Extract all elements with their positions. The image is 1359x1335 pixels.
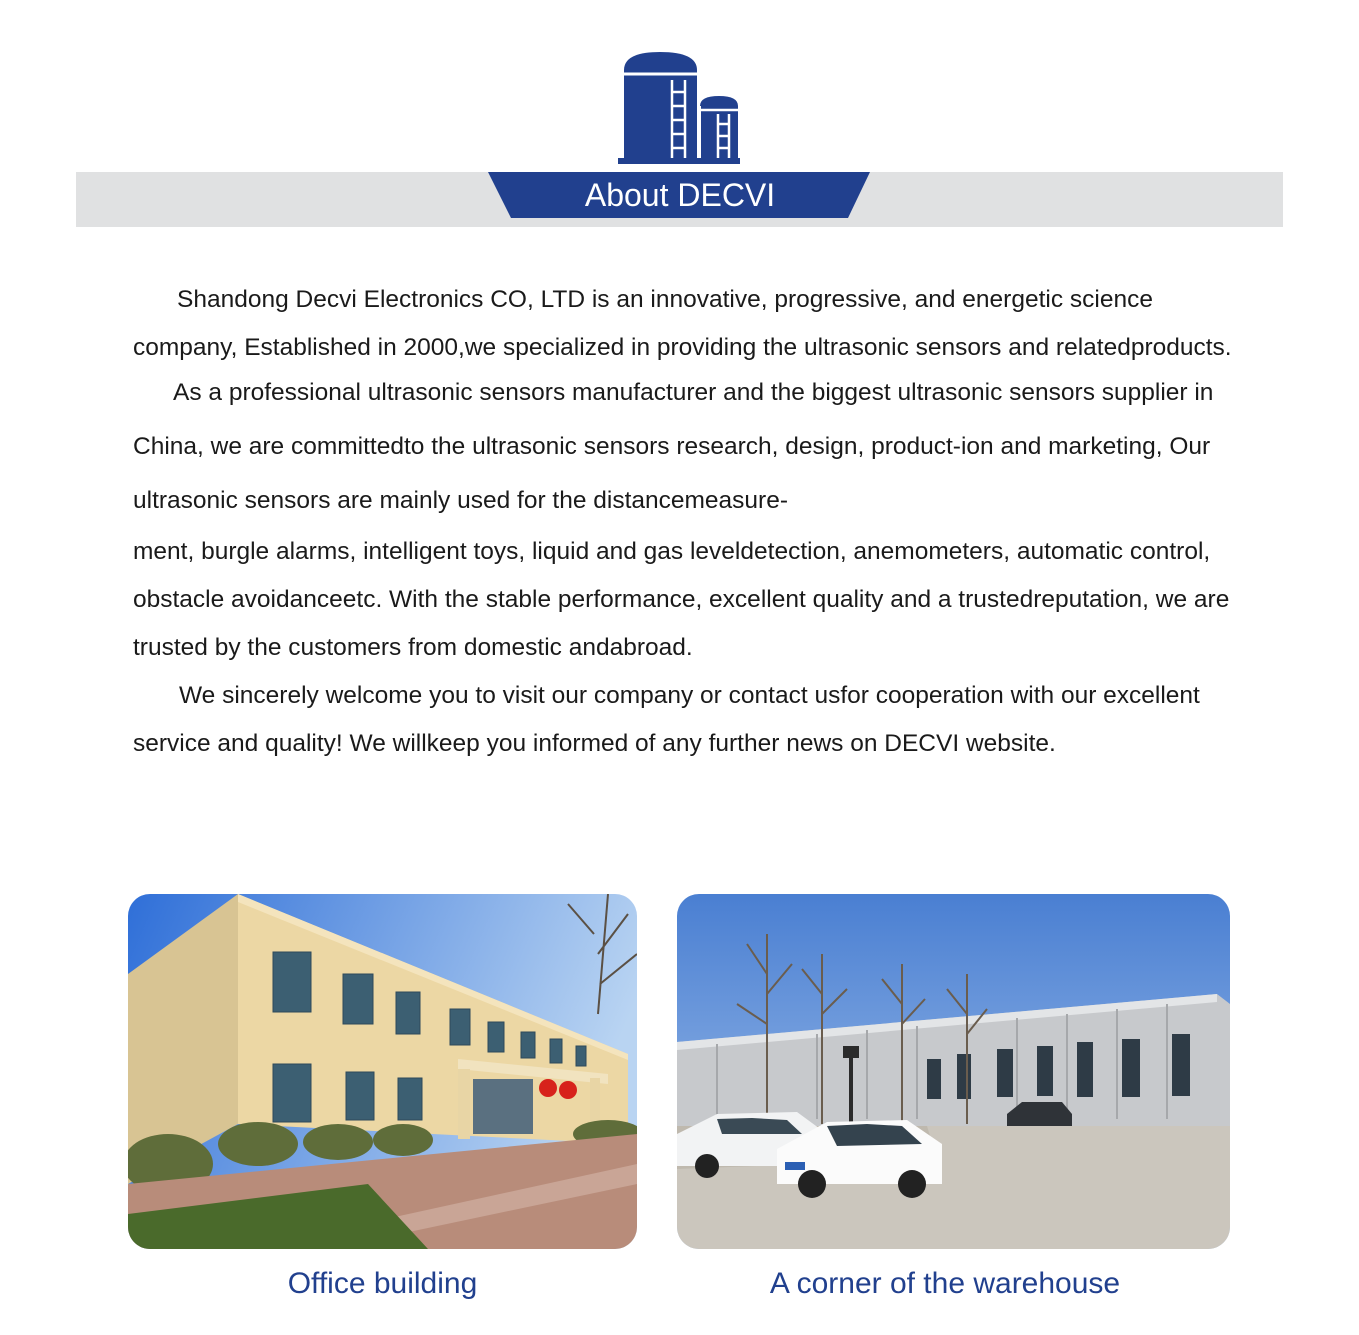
page-title: About DECVI [584,177,776,213]
photo-caption-warehouse: A corner of the warehouse [769,1267,1121,1300]
intro-paragraph-1: Shandong Decvi Electronics CO, LTD is an innovative, progressive, and energetic science company, Established in 2000,we specialized in providing the ultrasonic sensors and relatedproducts. [133,286,1232,361]
office-building-photo [128,894,637,1249]
intro-paragraph-3: We sincerely welcome you to visit our company or contact usfor cooperation with our excellent service and quality! We willkeep you informed of any further news on DECVI website. [133,682,1200,757]
about-text [133,276,1238,768]
photo-caption-office: Office building [287,1267,478,1300]
intro-paragraph-2: As a professional ultrasonic sensors manufacturer and the biggest ultrasonic sensors supplier in China, we are committedto the ultrasonic sensors research, design, product-ion and marketing, Our ultrasonic sensors are mainly used for the distancemeasure- [133,379,1214,514]
warehouse-photo [677,894,1230,1249]
intro-paragraph-2-continued: ment, burgle alarms, intelligent toys, liquid and gas leveldetection, anemometers, automatic control, obstacle avoidanceetc. With the stable performance, excellent quality and a trustedreputation, we are trusted by the customers from domestic andabroad. [133,538,1230,661]
